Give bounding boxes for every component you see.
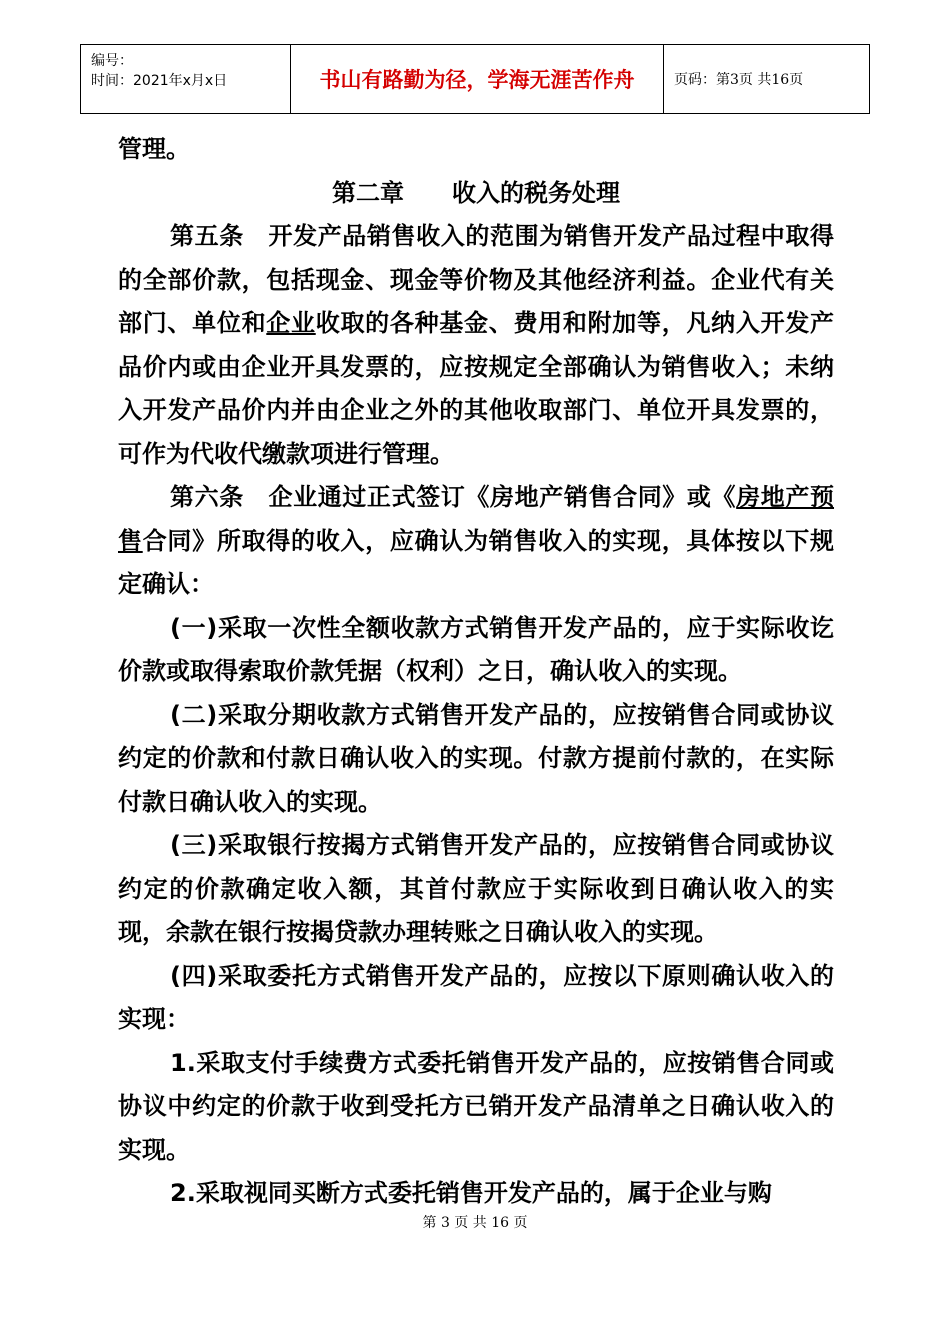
time-label: 时间：2021年x月x日 xyxy=(91,73,228,89)
article-5-part-b: 收取的各种基金、费用和附加等，凡纳入开发产品价内或由企业开具发票的，应按规定全部确认为销售收入；未纳入开发产品价内并由企业之外的其他收取部门、单位开具发票的，可作为代收代缴款项进行管理。 xyxy=(118,309,835,468)
sub-item-2: 2.采取视同买断方式委托销售开发产品的，属于企业与购 xyxy=(170,1179,772,1207)
item-2: (二)采取分期收款方式销售开发产品的，应按销售合同或协议约定的价款和付款日确认收入的实现。付款方提前付款的，在实际付款日确认收入的实现。 xyxy=(118,700,834,816)
article-5-part-a: 第五条 开发产品销售收入的范围为销售开发产品过程中取得的全部价款，包括现金、现金等价物及其他经济利益。企业代有关部门、单位和 xyxy=(118,222,834,337)
item-4: (四)采取委托方式销售开发产品的，应按以下原则确认收入的实现： xyxy=(118,961,834,1033)
article-5 xyxy=(118,215,834,476)
article-6-part-a: 第六条 企业通过正式签订《房地产销售合同》或《 xyxy=(170,483,737,511)
header-meta-cell xyxy=(81,45,291,114)
article-6-part-b: 合同》所取得的收入，应确认为销售收入的实现，具体按以下规定确认： xyxy=(118,526,835,598)
article-5-underlined: 企业 xyxy=(266,309,316,337)
page-info: 页码：第3页 共16页 xyxy=(664,45,870,114)
sub-item-1: 1.采取支付手续费方式委托销售开发产品的，应按销售合同或协议中约定的价款于收到受托方已销开发产品清单之日确认收入的实现。 xyxy=(118,1048,834,1164)
paragraph-continuation: 管理。 xyxy=(118,135,190,163)
page-footer: 第 3 页 共 16 页 xyxy=(422,1215,528,1231)
document-body xyxy=(118,128,834,1216)
article-6 xyxy=(118,476,834,607)
header-table xyxy=(80,44,870,114)
item-1: (一)采取一次性全额收款方式销售开发产品的，应于实际收讫价款或取得索取价款凭据（权利）之日，确认收入的实现。 xyxy=(118,613,834,685)
chapter-title: 第二章 收入的税务处理 xyxy=(332,178,620,207)
motto: 书山有路勤为径，学海无涯苦作舟 xyxy=(291,45,664,114)
number-label: 编号： xyxy=(91,53,133,69)
item-3: (三)采取银行按揭方式销售开发产品的，应按销售合同或协议约定的价款确定收入额，其首付款应于实际收到日确认收入的实现，余款在银行按揭贷款办理转账之日确认收入的实现。 xyxy=(118,831,834,946)
article-6-underlined: 房地产预售 xyxy=(118,483,835,555)
